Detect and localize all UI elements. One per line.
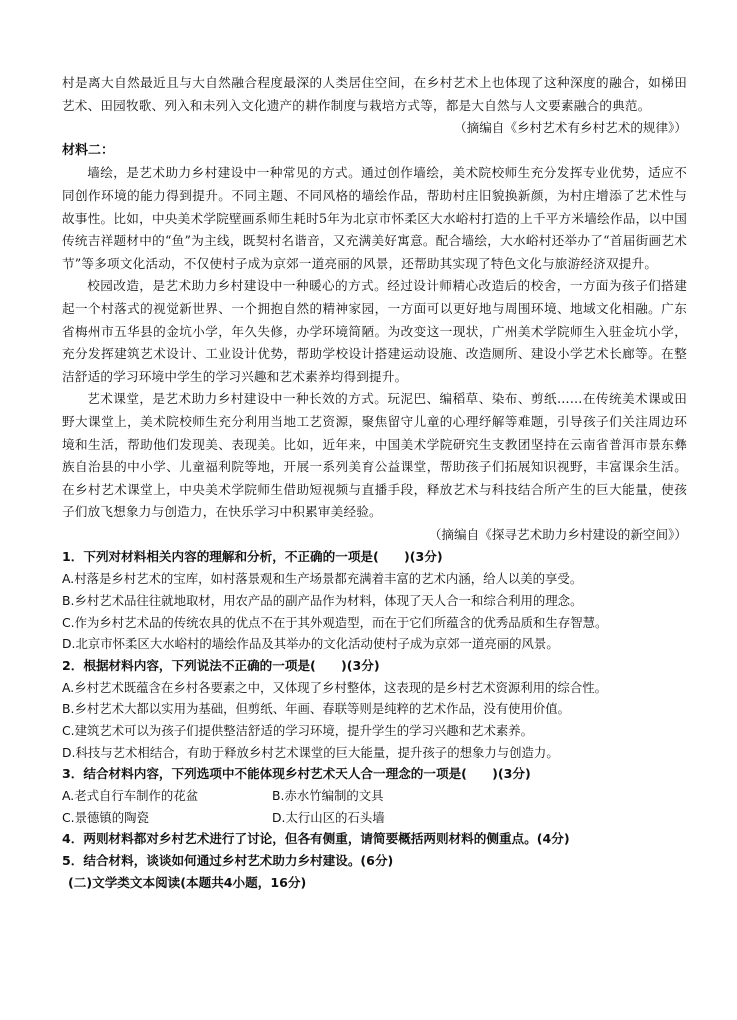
question-4: 4．两则材料都对乡村艺术进行了讨论，但各有侧重，请简要概括两则材料的侧重点。(4分) [62, 831, 570, 847]
question-3-option-c: C.景德镇的陶瓷 [62, 809, 149, 825]
material2-paragraph-3: 艺术课堂，是艺术助力乡村建设中一种长效的方式。玩泥巴、编稻草、染布、剪纸……在传统美术课或田野大课堂上，美术院校师生充分利用当地工艺资源，聚焦留守儿童的心理纾解等难题，引导孩子们关注周边环境和生活，帮助他们发现美、表现美。比如，近年来，中国美术学院研究生支教团坚持在云南省普洱市景东彝族自治县的中小学、儿童福利院等地，开展一系列美育公益课堂，帮助孩子们拓展知识视野，丰富课余生活。在乡村艺术课堂上，中央美术学院师生借助短视频与直播手段，释放艺术与科技结合所产生的巨大能量，使孩子们放飞想象力与创造力，在快乐学习中积累审美经验。 [62, 391, 687, 520]
question-1-option-c: C.作为乡村艺术品的传统农具的优点不在于其外观造型，而在于它们所蕴含的优秀品质和生存智慧。 [62, 614, 608, 630]
question-2-option-a: A.乡村艺术既蕴含在乡村各要素之中，又体现了乡村整体，这表现的是乡村艺术资源利用的综合性。 [62, 679, 607, 695]
question-3 [62, 763, 687, 828]
material2-paragraph-2: 校园改造，是艺术助力乡村建设中一种暖心的方式。经过设计师精心改造后的校舍，一方面为孩子们搭建起一个村落式的视觉新世界、一个拥抱自然的精神家园，一方面可以更好地与周围环境、地域文化相融。广东省梅州市五华县的金坑小学，年久失修，办学环境简陋。为改变这一现状，广州美术学院师生入驻金坑小学，充分发挥建筑艺术设计、工业设计优势，帮助学校设计搭建运动设施、改造厕所、建设小学艺术长廊等。在整洁舒适的学习环境中学生的学习兴趣和艺术素养均得到提升。 [62, 278, 687, 384]
question-1 [62, 546, 687, 654]
question-2-option-b: B.乡村艺术大都以实用为基础，但剪纸、年画、春联等则是纯粹的艺术作品，没有使用价值。 [62, 701, 571, 717]
exam-page [62, 72, 687, 894]
question-1-stem: 1．下列对材料相关内容的理解和分析，不正确的一项是( )(3分) [62, 549, 443, 565]
material2-heading: 材料二： [62, 142, 115, 158]
question-1-option-d: D.北京市怀柔区大水峪村的墙绘作品及其举办的文化活动使村子成为京郊一道亮丽的风景。 [62, 636, 559, 652]
question-3-option-b: B.赤水竹编制的文具 [272, 788, 384, 804]
question-1-option-a: A.村落是乡村艺术的宝库，如村落景观和生产场景都充满着丰富的艺术内涵，给人以美的享受。 [62, 571, 583, 587]
question-2-option-c: C.建筑艺术可以为孩子们提供整洁舒适的学习环境，提升学生的学习兴趣和艺术素养。 [62, 723, 534, 739]
question-3-option-d: D.太行山区的石头墙 [272, 809, 385, 825]
material1-tail: 村是离大自然最近且与大自然融合程度最深的人类居住空间，在乡村艺术上也体现了这种深度的融合，如梯田艺术、田园牧歌、列入和未列入文化遗产的耕作制度与栽培方式等，都是大自然与人文要素融合的典范。 [62, 75, 687, 113]
question-3-stem: 3．结合材料内容，下列选项中不能体现乡村艺术天人合一理念的一项是( )(3分) [62, 766, 531, 782]
question-1-option-b: B.乡村艺术品往往就地取材，用农产品的副产品作为材料，体现了天人合一和综合利用的理念。 [62, 593, 583, 609]
source-citation-2: （摘编自《探寻艺术助力乡村建设的新空间》） [428, 526, 687, 542]
material2-paragraph-1: 墙绘，是艺术助力乡村建设中一种常见的方式。通过创作墙绘，美术院校师生充分发挥专业优势，适应不同创作环境的能力得到提升。不同主题、不同风格的墙绘作品，帮助村庄旧貌换新颜，为村庄增添了艺术性与故事性。比如，中央美术学院壁画系师生耗时5年为北京市怀柔区大水峪村打造的上千平方米墙绘作品，以中国传统吉祥题材中的“鱼”为主线，既契村名谐音，又充满美好寓意。配合墙绘，大水峪村还举办了“首届街画艺术节”等多项文化活动，不仅使村子成为京郊一道亮丽的风景，还帮助其实现了特色文化与旅游经济双提升。 [62, 165, 687, 271]
section-2-heading: (二)文学类文本阅读(本题共4小题，16分) [68, 875, 307, 891]
question-2 [62, 655, 687, 763]
question-3-option-a: A.老式自行车制作的花盆 [62, 788, 199, 804]
source-citation-1: （摘编自《乡村艺术有乡村艺术的规律》） [454, 120, 687, 136]
question-2-stem: 2．根据材料内容，下列说法不正确的一项是( )(3分) [62, 657, 380, 673]
question-2-option-d: D.科技与艺术相结合，有助于释放乡村艺术课堂的巨大能量，提升孩子的想象力与创造力。 [62, 744, 559, 760]
question-5: 5．结合材料，谈谈如何通过乡村艺术助力乡村建设。(6分) [62, 853, 394, 869]
